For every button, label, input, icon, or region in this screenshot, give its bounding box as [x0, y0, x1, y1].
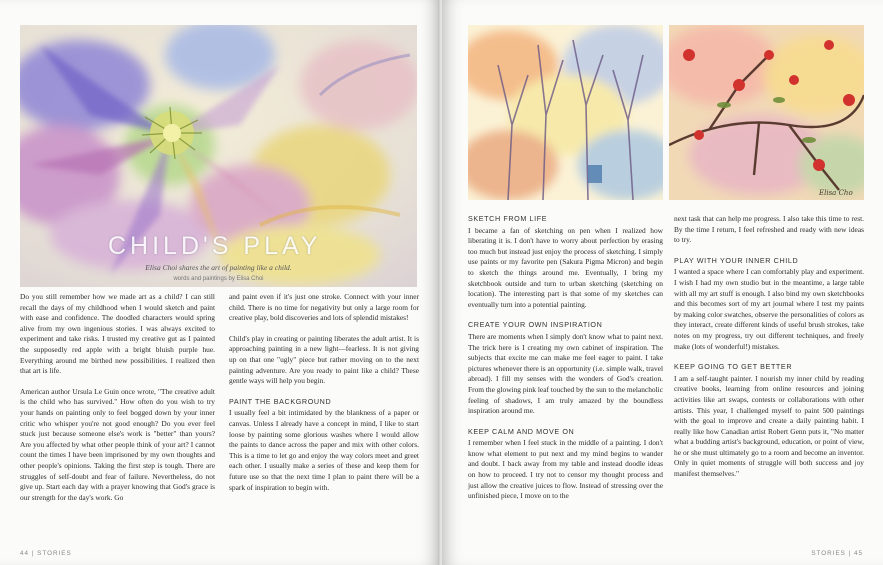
- paragraph: I wanted a space where I can comfortably play and experiment. I wish I had my own studio but in the meantime, a large table with all my art stuff is enough. I also bind my own sketchbooks and this becomes sort of my art journal where I test my paints by making color swatches, observe the personalities of colors as they interact, create different kinds of useful brush strokes, take notes on my progress, try out different techniques, and freely make (lots of wonderful!) mistakes.: [674, 267, 864, 351]
- section-heading: PAINT THE BACKGROUND: [229, 396, 332, 406]
- paragraph: American author Ursula Le Guin once wrote, "The creative adult is the child who has survived." How often do you wish to try your hands on painting only to feel bogged down by your inner critic who whisper you're not good enough? Do you ever feel stuck just because someone else's work is "better" than yours? Are you affected by what other people think of your art? I cannot count the times I have been imprisoned by my own thoughts and other people's opinions. Taking the first step is tough. There are struggles of self-doubt and fear of failure. Nevertheless, do not give up. Start each day with a prayer knowing that God's grace is our strength for the day's work. Go: [20, 386, 215, 502]
- berry-branch-painting: [669, 25, 864, 200]
- section-heading: KEEP CALM AND MOVE ON: [468, 426, 575, 436]
- page-number-left: 44 | STORIES: [20, 550, 72, 557]
- paragraph: and paint even if it's just one stroke. Connect with your inner child. There is no time for negativity but only a large room for creative play, bold discoveries and lots of splendid mistakes!: [229, 292, 419, 323]
- right-page: [442, 0, 883, 565]
- page-number-right: STORIES | 45: [811, 550, 863, 557]
- section-heading: CREATE YOUR OWN INSPIRATION: [468, 320, 603, 330]
- tree-painting: [468, 25, 663, 200]
- left-column-2: [229, 292, 419, 503]
- section-heading: PLAY WITH YOUR INNER CHILD: [674, 255, 799, 265]
- paragraph: I am a self-taught painter. I nourish my inner child by reading creative books, learning from online resources and joining activities like art swaps, contests or collaborations with other artists. This year, I challenged myself to paint 500 paintings with the goal to improve and create a daily painting habit. I really like how Canadian artist Robert Genn puts it, "No matter what a budding artist's background, education, or point of view, he or she must ultimately go to a room and become an inventor. Only in quiet moments of struggle will both success and joy manifest themselves.": [674, 373, 864, 479]
- left-column-1: [20, 292, 215, 513]
- article-byline: words and paintings by Elisa Choi: [173, 276, 264, 282]
- left-page: [0, 0, 440, 565]
- paragraph: I became a fan of sketching on pen when I realized how liberating it is. I don't have to worry about perfection by erasing too much but instead just enjoy the process of sketching. I simply use paints or my favorite pen (Sakura Pigma Micron) and begin to sketch the things around me. Eventually, I bring my sketchbook outside and turn to urban sketching (sketching on location). The interesting part is that some of my sketches can eventually turn into a potential painting.: [468, 225, 663, 309]
- paragraph: I remember when I feel stuck in the middle of a painting. I don't know what element to put next and my mind begins to wander and doubt. I back away from my table and instead doodle ideas on how to proceed. I try not to censor my thought process and just allow the creative juices to flow. Instead of stressing over the unfinished piece, I move on to the: [468, 438, 663, 501]
- paragraph: Child's play in creating or painting liberates the adult artist. It is approaching painting in a new light—fearless. It is not giving up on that one "ugly" piece but rather moving on to the next painting adventure. Are you ready to paint like a child? These gentle ways will help you begin.: [229, 333, 419, 386]
- painting-signature: Elisa Cho: [819, 189, 853, 197]
- right-column-1: [468, 214, 663, 512]
- paragraph: next task that can help me progress. I also take this time to rest. By the time I return, I feel refreshed and ready with new ideas to try.: [674, 214, 864, 245]
- right-column-2: [674, 214, 864, 490]
- article-deck: Elisa Choi shares the art of painting like a child.: [145, 263, 292, 272]
- section-heading: KEEP GOING TO GET BETTER: [674, 362, 793, 372]
- paragraph: I usually feel a bit intimidated by the blankness of a paper or canvas. Unless I already have a concept in mind, I like to start loose by painting some glorious washes where I would allow the paints to dance across the paper and mix with other colors. This is a time to let go and enjoy the way colors meet and greet each other. I usually make a series of these and keep them for future use so that the next time I plan to paint there will be a spark of inspiration to begin with.: [229, 408, 419, 492]
- article-title: CHILD'S PLAY: [108, 232, 322, 260]
- paragraph: There are moments when I simply don't know what to paint next. The trick here is I creating my own cabinet of inspiration. The subjects that excite me can make me feel eager to paint. I take pictures whenever there is an opportunity (i.e. simple walk, travel abroad). I fill my senses with the wonders of God's creation. From the glowing pink leaf touched by the sun to the melancholic feeling of shadows, I am truly amazed by the boundless inspiration around me.: [468, 331, 663, 416]
- paragraph: Do you still remember how we made art as a child? I can still recall the days of my childhood when I would sketch and paint with ease and confidence. The doodled characters would spring alive from my own ingenious stories. I was always excited to experiment and take risks. I trusted my creative gut as I painted the supposedly red apple with a bright bluish purple hue. Everything around me birthed new possibilities. I realized then that art is life.: [20, 292, 215, 376]
- section-heading: SKETCH FROM LIFE: [468, 214, 548, 223]
